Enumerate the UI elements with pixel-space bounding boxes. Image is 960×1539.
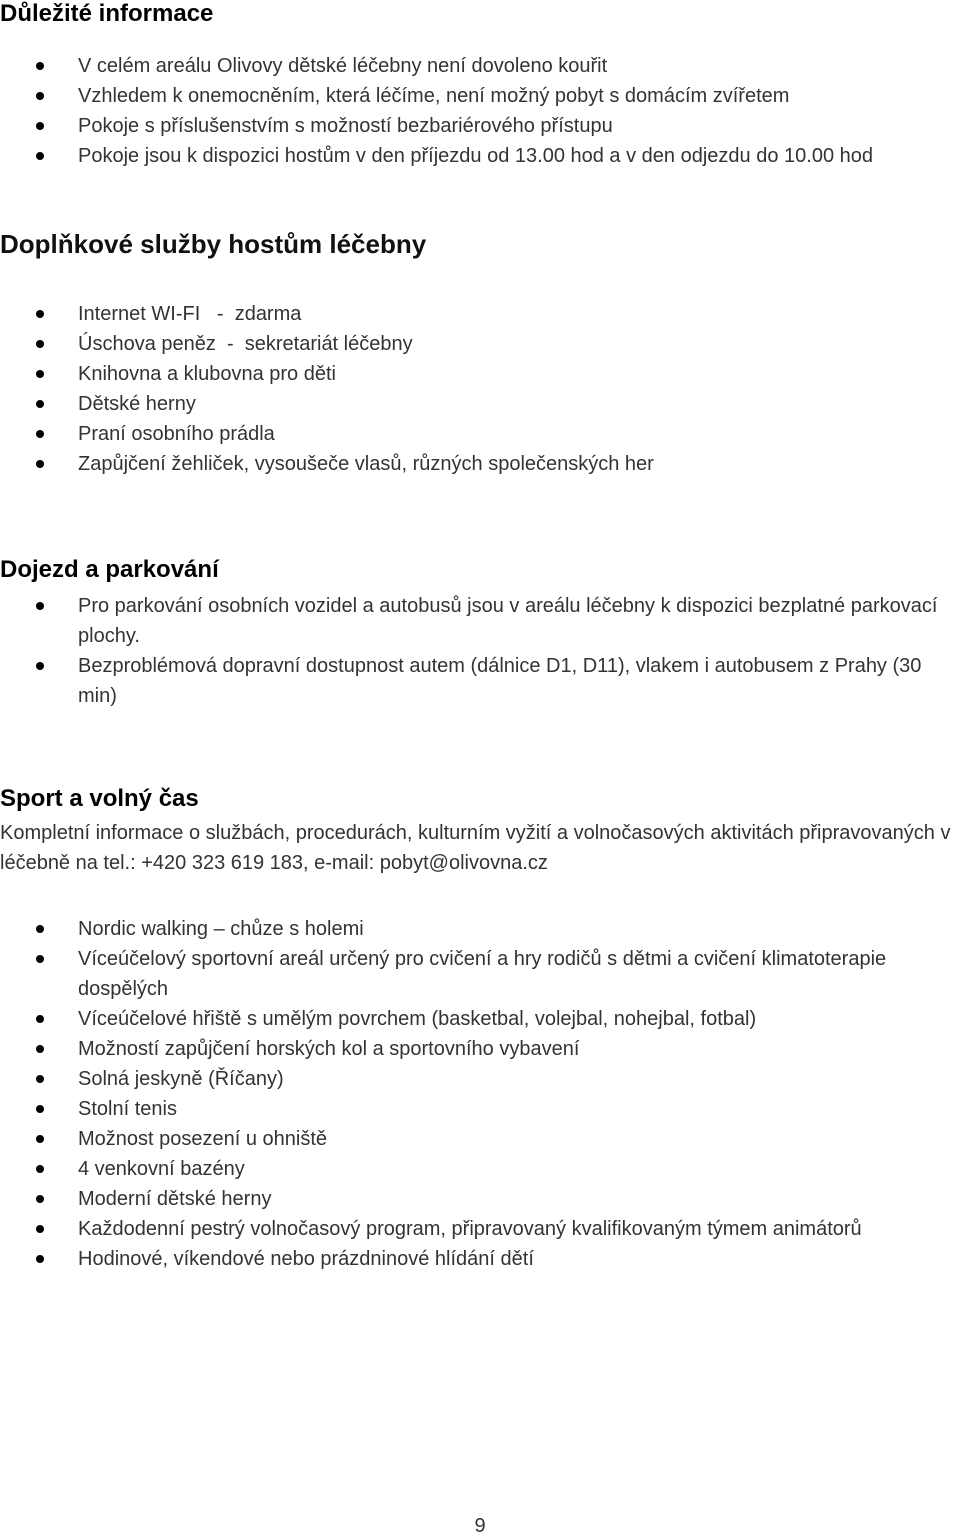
list-item: Bezproblémová dopravní dostupnost autem (dálnice D1, D11), vlakem i autobusem z Prahy (30 min) (0, 651, 960, 711)
list-item: Pokoje jsou k dispozici hostům v den příjezdu od 13.00 hod a v den odjezdu do 10.00 hod (0, 141, 960, 171)
bullet-icon (36, 152, 44, 160)
bullet-icon (36, 1075, 44, 1083)
page-number: 9 (474, 1515, 486, 1537)
bullet-icon (36, 1135, 44, 1143)
bullet-icon (36, 1195, 44, 1203)
bullet-icon (36, 62, 44, 70)
list-item: 4 venkovní bazény (0, 1154, 960, 1184)
list-item: Dětské herny (0, 389, 960, 419)
bullet-icon (36, 340, 44, 348)
list-item: Moderní dětské herny (0, 1184, 960, 1214)
list-item: Hodinové, víkendové nebo prázdninové hlídání dětí (0, 1244, 960, 1274)
services-list (0, 299, 960, 479)
bullet-icon (36, 430, 44, 438)
list-item: Pro parkování osobních vozidel a autobusů jsou v areálu léčebny k dispozici bezplatné parkovací plochy. (0, 591, 960, 651)
bullet-icon (36, 122, 44, 130)
bullet-icon (36, 1165, 44, 1173)
list-item: Každodenní pestrý volnočasový program, připravovaný kvalifikovaným týmem animátorů (0, 1214, 960, 1244)
list-item: Nordic walking – chůze s holemi (0, 914, 960, 944)
list-item: Pokoje s příslušenstvím s možností bezbariérového přístupu (0, 111, 960, 141)
list-item: Úschova peněz - sekretariát léčebny (0, 329, 960, 359)
list-item: Internet WI-FI - zdarma (0, 299, 960, 329)
list-item: Víceúčelové hřiště s umělým povrchem (basketbal, volejbal, nohejbal, fotbal) (0, 1004, 960, 1034)
bullet-icon (36, 1105, 44, 1113)
bullet-icon (36, 955, 44, 963)
list-item: Solná jeskyně (Říčany) (0, 1064, 960, 1094)
bullet-icon (36, 662, 44, 670)
bullet-icon (36, 92, 44, 100)
list-item: Knihovna a klubovna pro děti (0, 359, 960, 389)
bullet-icon (36, 1225, 44, 1233)
section-title-services: Doplňkové služby hostům léčebny (0, 229, 427, 259)
section-title-important: Důležité informace (0, 0, 214, 27)
list-item: Možností zapůjčení horských kol a sportovního vybavení (0, 1034, 960, 1064)
bullet-icon (36, 460, 44, 468)
section-title-sport: Sport a volný čas (0, 785, 199, 812)
bullet-icon (36, 602, 44, 610)
list-item: Vzhledem k onemocněním, která léčíme, není možný pobyt s domácím zvířetem (0, 81, 960, 111)
list-item: Zapůjčení žehliček, vysoušeče vlasů, různých společenských her (0, 449, 960, 479)
bullet-icon (36, 1015, 44, 1023)
bullet-icon (36, 925, 44, 933)
sport-list (0, 914, 960, 1274)
parking-list (0, 591, 960, 711)
list-item: Víceúčelový sportovní areál určený pro cvičení a hry rodičů s dětmi a cvičení klimatoterapie dospělých (0, 944, 960, 1004)
list-item: Možnost posezení u ohniště (0, 1124, 960, 1154)
bullet-icon (36, 370, 44, 378)
important-list (0, 51, 960, 171)
bullet-icon (36, 310, 44, 318)
bullet-icon (36, 1255, 44, 1263)
section-title-parking: Dojezd a parkování (0, 556, 219, 583)
bullet-icon (36, 400, 44, 408)
sport-intro-text: Kompletní informace o službách, procedurách, kulturním vyžití a volnočasových aktivitách připravovaných v léčebně na tel.: +420 323 619 183, e-mail: pobyt@olivovna.cz (0, 822, 951, 874)
list-item: V celém areálu Olivovy dětské léčebny není dovoleno kouřit (0, 51, 960, 81)
bullet-icon (36, 1045, 44, 1053)
list-item: Stolní tenis (0, 1094, 960, 1124)
list-item: Praní osobního prádla (0, 419, 960, 449)
